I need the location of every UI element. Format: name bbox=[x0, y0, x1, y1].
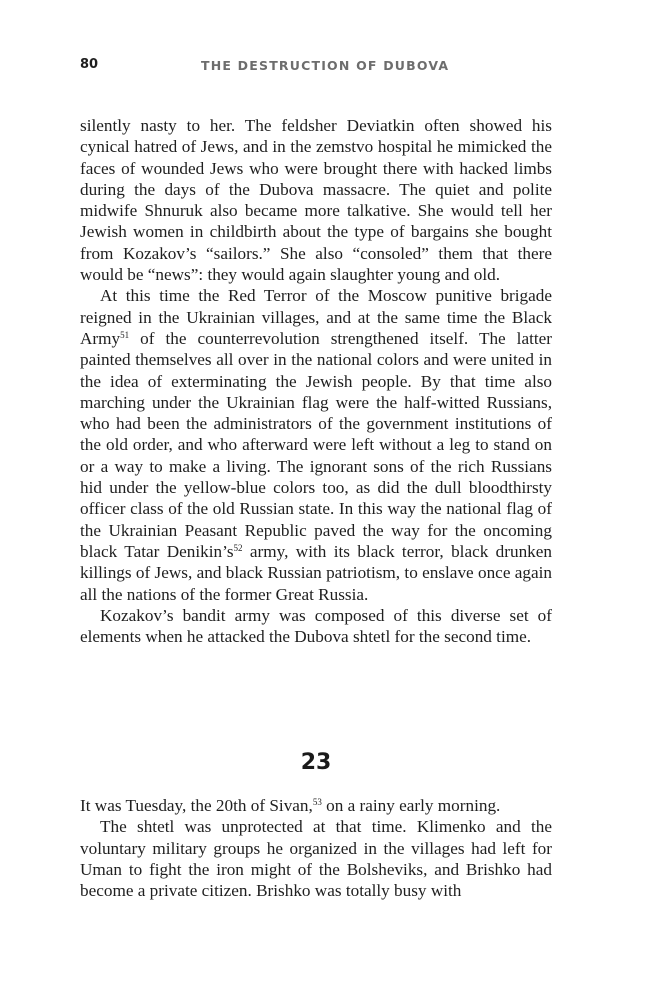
paragraph-text: At this time the Red Terror of the Moscow punitive brigade reigned in the Ukrainian villages, and at the same time the Black Army bbox=[80, 286, 552, 348]
footnote-marker: 52 bbox=[233, 542, 243, 553]
paragraph: silently nasty to her. The feldsher Deviatkin often showed his cynical hatred of Jews, and in the zemstvo hospital he mimicked the faces of wounded Jews who were brought there with hacked limbs during the days of the Dubova massacre. The quiet and polite midwife Shnuruk also became more talkative. She would tell her Jewish women in childbirth about the type of bargains she bought from Kozakov’s “sailors.” She also “consoled” them that there would be “news”: they would again slaughter young and old. bbox=[80, 116, 552, 285]
running-title: THE DESTRUCTION OF DUBOVA bbox=[201, 58, 450, 73]
paragraph-text: on a rainy early morning. bbox=[321, 796, 501, 815]
paragraph bbox=[80, 285, 552, 604]
text-block-before-chapter bbox=[80, 115, 552, 647]
paragraph: The shtetl was unprotected at that time. Klimenko and the voluntary military groups he organized in the villages had left for Uman to fight the iron might of the Bolsheviks, and Brishko had become a private citizen. Brishko was totally busy with bbox=[80, 817, 552, 901]
paragraph-text: army, with its black terror, black drunken killings of Jews, and black Russian patriotism, to enslave once again all the nations of the former Great Russia. bbox=[80, 541, 552, 604]
page-number: 80 bbox=[80, 57, 99, 72]
footnote-marker: 53 bbox=[312, 797, 322, 807]
chapter-number: 23 bbox=[300, 750, 332, 775]
text-block-chapter bbox=[80, 795, 552, 901]
paragraph bbox=[80, 795, 552, 816]
paragraph-text: It was Tuesday, the 20th of Sivan, bbox=[80, 796, 313, 815]
paragraph-text: of the counterrevolution strengthened itself. The latter painted themselves all over in the national colors and were united in the idea of exterminating the Jewish people. By that time also marching under the Ukrainian flag were the half-witted Russians, who had been the administrators of the government institutions of the old order, and who afterward were left without a leg to stand on or a way to make a living. The ignorant sons of the rich Russians hid under the yellow-blue colors too, as did the dull bloodthirsty officer class of the old Russian state. In this way the national flag of the Ukrainian Peasant Republic paved the way for the oncoming black Tatar Denikin’s bbox=[80, 328, 552, 561]
page-header bbox=[80, 57, 580, 77]
paragraph: Kozakov’s bandit army was composed of this diverse set of elements when he attacked the Dubova shtetl for the second time. bbox=[80, 605, 552, 647]
footnote-marker: 51 bbox=[120, 329, 130, 340]
